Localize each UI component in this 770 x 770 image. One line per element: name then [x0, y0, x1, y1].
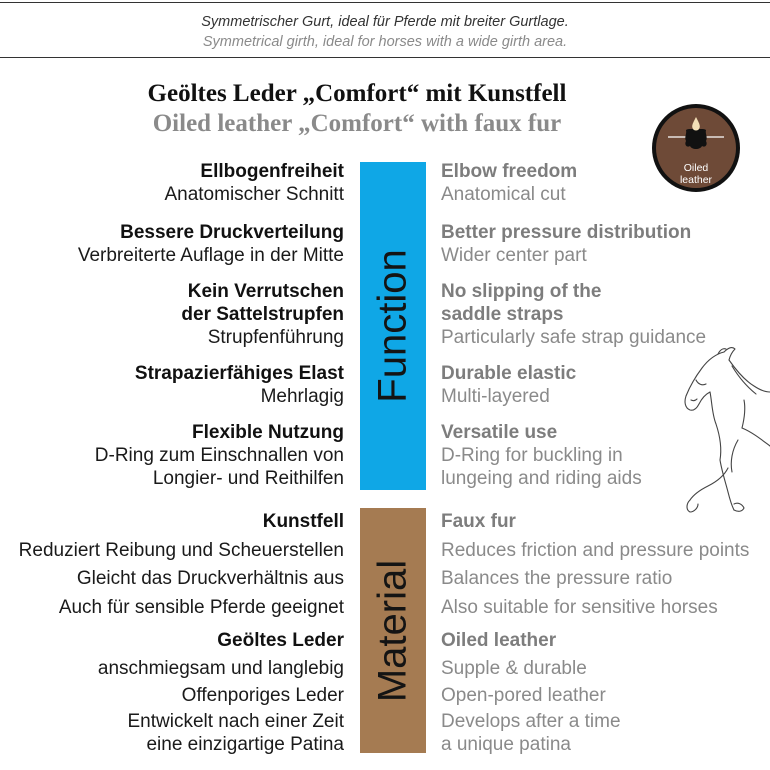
feature-de: Kein Verrutschen der Sattelstrupfen Strupfenführung	[181, 281, 344, 348]
material-bar	[360, 508, 426, 753]
feature-en: Faux fur Reduces friction and pressure points Balances the pressure ratio Also suitable for sensitive horses	[441, 511, 750, 618]
intro-box	[0, 2, 770, 58]
feature-en: Better pressure distribution Wider center part	[441, 222, 692, 266]
feature-de: Geöltes Leder anschmiegsam und langlebig Offenporiges Leder Entwickelt nach einer Zeit eine einzigartige Patina	[97, 630, 344, 755]
product-title-de: Geöltes Leder „Comfort“ mit Kunstfell	[147, 80, 567, 107]
function-bar	[360, 162, 426, 490]
feature-en: No slipping of the saddle straps Particularly safe strap guidance	[441, 281, 707, 348]
feature-de: Strapazierfähiges Elast Mehrlagig	[134, 363, 344, 407]
feature-en: Durable elastic Multi-layered	[441, 363, 577, 407]
material-label: Material	[370, 559, 415, 702]
horse-sketch-illustration	[672, 340, 770, 530]
feature-en: Versatile use D-Ring for buckling in lungeing and riding aids	[441, 422, 642, 489]
oiled-leather-badge	[652, 104, 740, 192]
intro-text-de: Symmetrischer Gurt, ideal für Pferde mit breiter Gurtlage.	[201, 14, 569, 30]
feature-en: Oiled leather Supple & durable Open-pored leather Develops after a time a unique patina	[441, 630, 621, 755]
intro-text-en: Symmetrical girth, ideal for horses with a wide girth area.	[202, 34, 568, 50]
feature-de: Flexible Nutzung D-Ring zum Einschnallen von Longier- und Reithilfen	[94, 422, 344, 489]
feature-de: Bessere Druckverteilung Verbreiterte Auflage in der Mitte	[77, 222, 344, 266]
feature-en: Elbow freedom Anatomical cut	[441, 161, 578, 205]
function-label: Function	[370, 249, 415, 403]
product-title-en: Oiled leather „Comfort“ with faux fur	[152, 110, 562, 137]
feature-de: Kunstfell Reduziert Reibung und Scheuerstellen Gleicht das Druckverhältnis aus Auch für sensible Pferde geeignet	[18, 511, 344, 618]
badge-label: Oiled leather	[679, 162, 713, 186]
badge-inner	[656, 108, 736, 188]
feature-de: Ellbogenfreiheit Anatomischer Schnitt	[164, 161, 344, 205]
